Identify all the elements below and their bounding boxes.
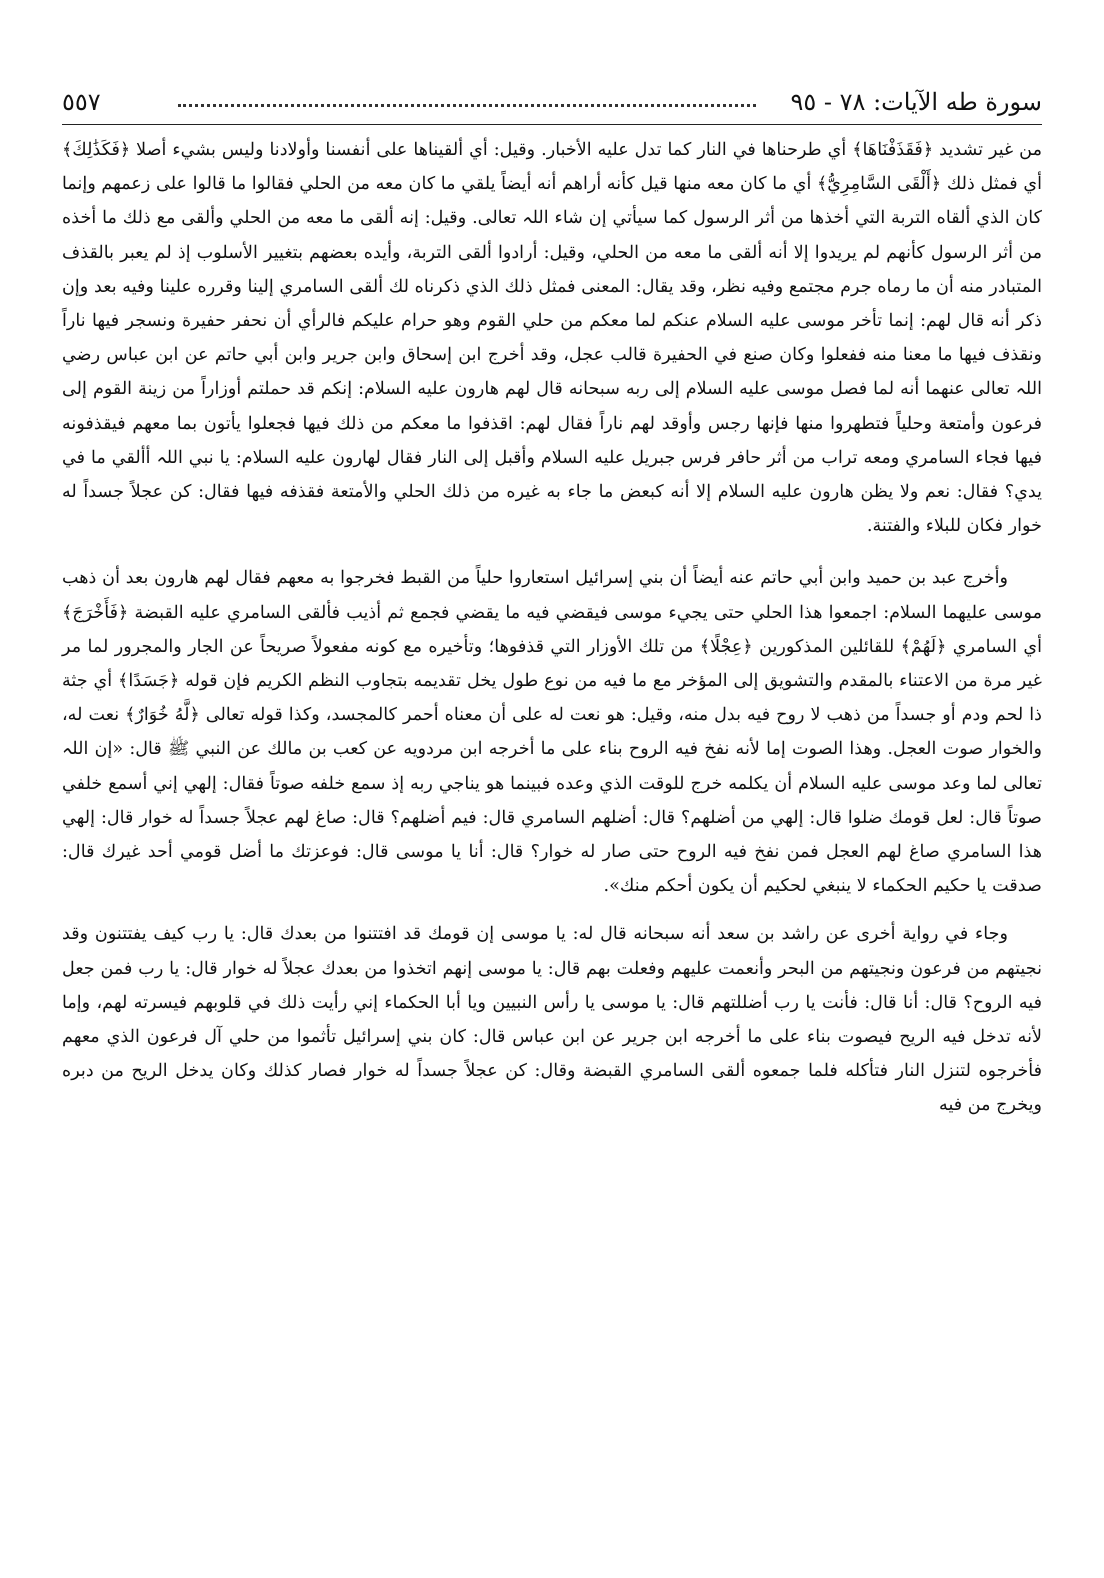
sura-title: سورة طه الآيات: ٧٨ - ٩٥ [790,88,1042,116]
page-number: ٥٥٧ [62,88,101,116]
paragraph-1: من غير تشديد ﴿فَقَذَفْنَاهَا﴾ أي طرحناها في النار كما تدل عليه الأخبار. وقيل: أي ألقيناها على أنفسنا وأولادنا وليس بشيء أصلا ﴿فَكَذَٰلِكَ﴾ أي فمثل ذلك ﴿أَلْقَى السَّامِرِيُّ﴾ أي ما كان معه منها قيل كأنه أراهم أنه أيضاً يلقي ما كان معه من الحلي فقالوا ما قالوا على زعمهم وإنما كان الذي ألقاه التربة التي أخذها من أثر الرسول كما سيأتي إن شاء اللہ تعالى. وقيل: إنه ألقى ما معه من الحلي وألقى مع ذلك ما أخذه من أثر الرسول كأنهم لم يريدوا إلا أنه ألقى ما معه من الحلي، وقيل: أرادوا ألقى التربة، وأيده بعضهم بتغيير الأسلوب إذ لم يعبر بالقذف المتبادر منه أن ما رماه جرم مجتمع وفيه نظر، وقد يقال: المعنى فمثل ذلك الذي ذكرناه لك ألقى السامري إلينا وقرره علينا وفيه بعد وإن ذكر أنه قال لهم: إنما تأخر موسى عليه السلام عنكم لما معكم من حلي القوم وهو حرام عليكم فالرأي أن نحفر حفيرة ونسجر فيها ناراً ونقذف فيها ما معنا منه ففعلوا وكان صنع في الحفيرة قالب عجل، وقد أخرج ابن إسحاق وابن جرير وابن أبي حاتم عن ابن عباس رضي اللہ تعالى عنهما أنه لما فصل موسى عليه السلام إلى ربه سبحانه قال لهم هارون عليه السلام: إنكم قد حملتم أوزاراً من زينة القوم إلى فرعون وأمتعة وحلياً فتطهروا منها فإنها رجس وأوقد لهم ناراً فقال لهم: اقذفوا ما معكم من ذلك فيها فجعلوا يأتون بما معهم فيقذفونه فيها فجاء السامري ومعه تراب من أثر حافر فرس جبريل عليه السلام وأقبل إلى النار فقال لهارون عليه السلام: يا نبي اللہ أألقي ما في يدي؟ فقال: نعم ولا يظن هارون عليه السلام إلا أنه كبعض ما جاء به غيره من ذلك الحلي والأمتعة فقذفه فيها فقال: كن عجلاً جسداً له خوار فكان للبلاء والفتنة. [62,140,1042,537]
book-page [62,80,1042,1560]
leader-dots [178,104,756,107]
paragraph-3: وجاء في رواية أخرى عن راشد بن سعد أنه سبحانه قال له: يا موسى إن قومك قد افتتنوا من بعدك قال: يا رب كيف يفتتنون وقد نجيتهم من فرعون ونجيتهم من البحر وأنعمت عليهم وفعلت بهم قال: يا موسى إنهم اتخذوا من بعدك عجلاً له خوار قال: يا رب فمن جعل فيه الروح؟ قال: أنا قال: فأنت يا رب أضللتهم قال: يا موسى يا رأس النبيين ويا أبا الحكماء إني رأيت ذلك في قلوبهم فيسرته لهم، وإما لأنه تدخل فيه الريح فيصوت بناء على ما أخرجه ابن جرير عن ابن عباس قال: كان بني إسرائيل تأثموا من حلي آل فرعون الذي معهم فأخرجوه لتنزل النار فتأكله فلما جمعوه ألقى السامري القبضة وقال: كن عجلاً جسداً له خوار فصار كذلك وكان يدخل الريح من دبره ويخرج من فيه [62,924,1042,1116]
page-header [62,80,1042,125]
paragraph-2: وأخرج عبد بن حميد وابن أبي حاتم عنه أيضاً أن بني إسرائيل استعاروا حلياً من القبط فخرجوا به معهم فقال لهم هارون بعد أن ذهب موسى عليهما السلام: اجمعوا هذا الحلي حتى يجيء موسى فيقضي فيه ما يقضي فجمع ثم أذيب فألقى السامري عليه القبضة ﴿فَأَخْرَجَ﴾ أي السامري ﴿لَهُمْ﴾ للقائلين المذكورين ﴿عِجْلًا﴾ من تلك الأوزار التي قذفوها؛ وتأخيره مع كونه مفعولاً صريحاً عن الجار والمجرور لما مر غير مرة من الاعتناء بالمقدم والتشويق إلى المؤخر مع ما فيه من نوع طول يخل تقديمه بتجاوب النظم الكريم فإن قوله ﴿جَسَدًا﴾ أي جثة ذا لحم ودم أو جسداً من ذهب لا روح فيه بدل منه، وقيل: هو نعت له على أن معناه أحمر كالمجسد، وكذا قوله تعالى ﴿لَّهُ خُوَارٌ﴾ نعت له، والخوار صوت العجل. وهذا الصوت إما لأنه نفخ فيه الروح بناء على ما أخرجه ابن مردويه عن كعب بن مالك عن النبي ﷺ قال: «إن اللہ تعالى لما وعد موسى عليه السلام أن يكلمه خرج للوقت الذي وعده فبينما هو يناجي ربه إذ سمع خلفه صوتاً فقال: إلهي إني أسمع خلفي صوتاً قال: لعل قومك ضلوا قال: إلهي من أضلهم؟ قال: أضلهم السامري قال: فيم أضلهم؟ قال: صاغ لهم عجلاً جسداً له خوار قال: إلهي هذا السامري صاغ لهم العجل فمن نفخ فيه الروح حتى صار له خوار؟ قال: أنا يا موسى قال: فوعزتك ما أضل قومي أحد غيرك قال: صدقت يا حكيم الحكماء لا ينبغي لحكيم أن يكون أحكم منك». [62,568,1042,897]
